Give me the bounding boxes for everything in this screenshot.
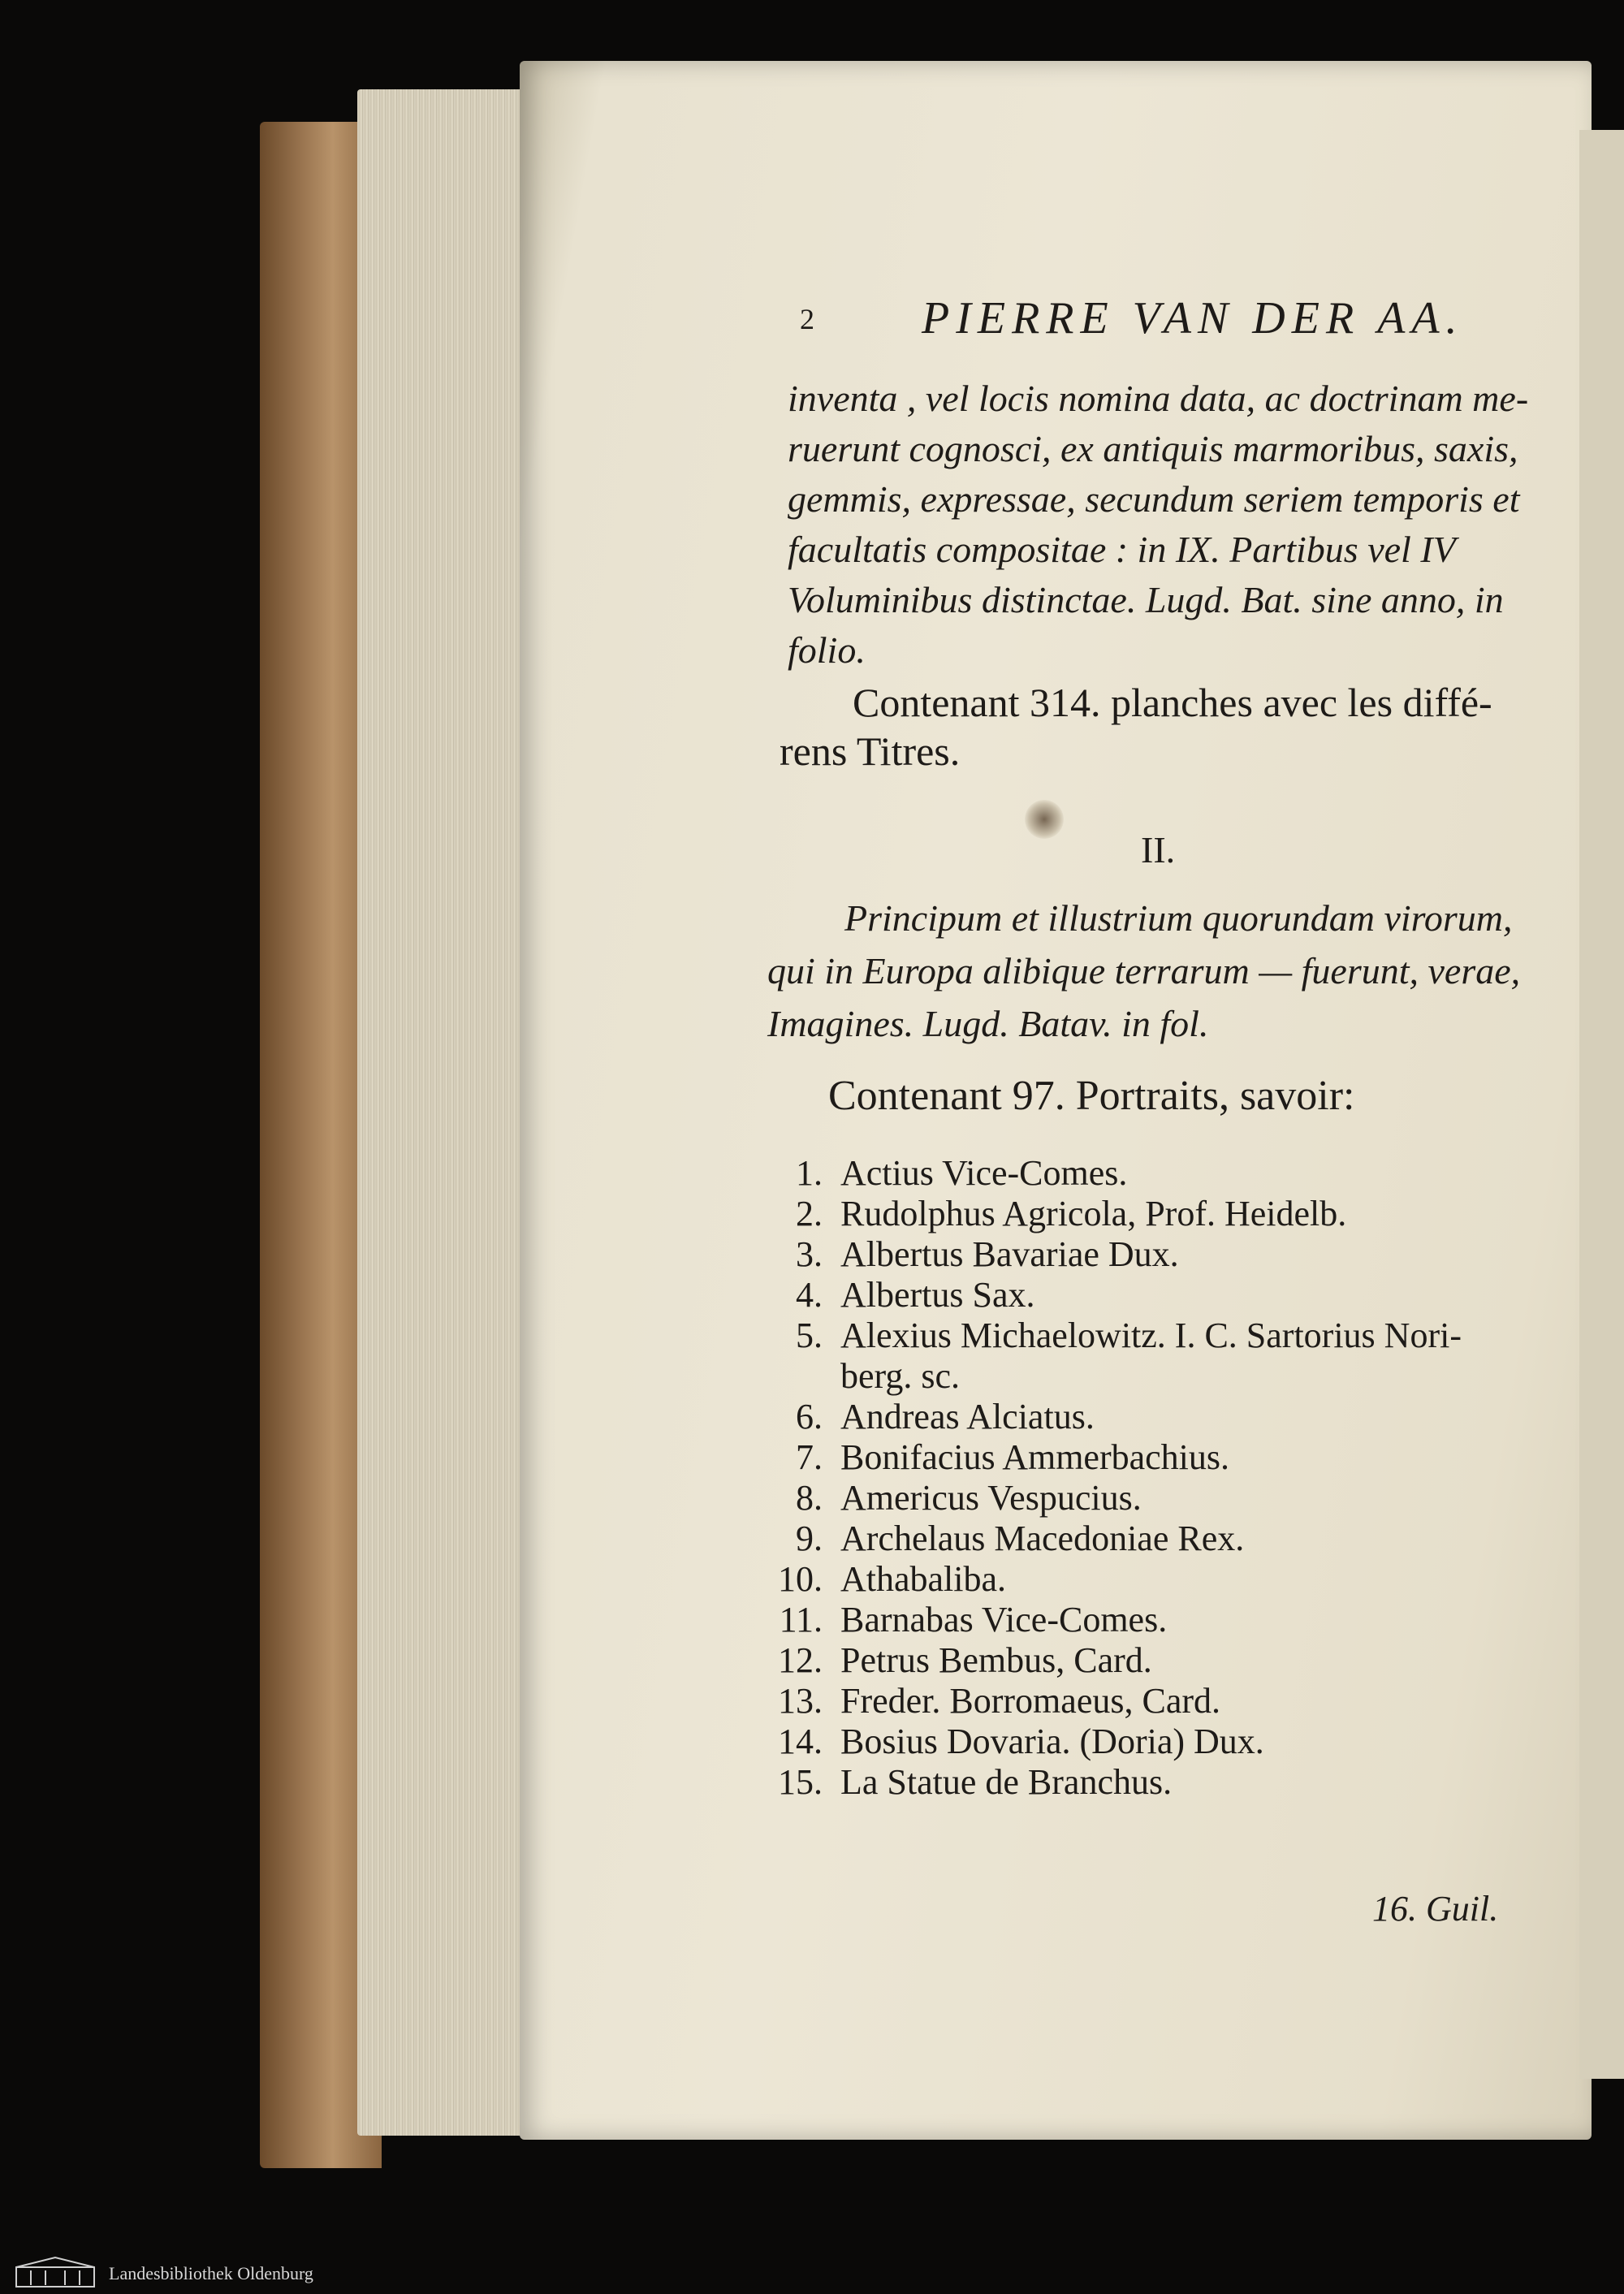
latin-line-4: facultatis compositae : in IX. Partibus vel IV bbox=[788, 529, 1456, 570]
portrait-list-item bbox=[767, 1234, 1179, 1275]
footer-library-name: Landesbibliothek Oldenburg bbox=[109, 2263, 313, 2283]
portrait-name: Rudolphus Agricola, Prof. Heidelb. bbox=[840, 1194, 1347, 1233]
library-logo-icon bbox=[15, 2256, 96, 2288]
latin-line-5: Voluminibus distinctae. Lugd. Bat. sine anno, in bbox=[788, 579, 1504, 620]
portrait-number: 5. bbox=[796, 1315, 823, 1355]
contenant-portraits: Contenant 97. Portraits, savoir: bbox=[828, 1073, 1355, 1119]
portrait-name: Barnabas Vice-Comes. bbox=[840, 1600, 1168, 1639]
portrait-list-item bbox=[767, 1722, 1264, 1762]
contenant-planches-line-1: Contenant 314. planches avec les diffé- bbox=[853, 680, 1492, 725]
latin-line-2: ruerunt cognosci, ex antiquis marmoribus, saxis, bbox=[788, 428, 1518, 469]
contenant-planches-line-2: rens Titres. bbox=[780, 728, 961, 774]
portrait-list-item bbox=[767, 1600, 1167, 1640]
portrait-name: Bonifacius Ammerbachius. bbox=[840, 1437, 1230, 1477]
portrait-list-item bbox=[767, 1275, 1035, 1315]
portrait-number: 2. bbox=[796, 1194, 823, 1233]
portrait-name: La Statue de Branchus. bbox=[840, 1762, 1173, 1802]
portrait-list-item bbox=[767, 1153, 1127, 1194]
latin-line-1: inventa , vel locis nomina data, ac doctrinam me- bbox=[788, 378, 1529, 419]
page-right-edge bbox=[1579, 130, 1624, 2079]
portrait-list-item bbox=[767, 1640, 1152, 1681]
portrait-number: 6. bbox=[796, 1397, 823, 1436]
portrait-number: 15. bbox=[778, 1762, 823, 1802]
portrait-list-item bbox=[767, 1559, 1006, 1600]
portrait-list-item bbox=[767, 1478, 1142, 1519]
portrait-number: 8. bbox=[796, 1478, 823, 1518]
portrait-name: Archelaus Macedoniae Rex. bbox=[840, 1519, 1245, 1558]
portrait-number: 1. bbox=[796, 1153, 823, 1193]
portrait-number: 14. bbox=[778, 1722, 823, 1761]
portrait-number: 7. bbox=[796, 1437, 823, 1477]
catchword: 16. Guil. bbox=[1372, 1889, 1499, 1929]
portrait-number: 10. bbox=[778, 1559, 823, 1599]
portrait-name: Americus Vespucius. bbox=[840, 1478, 1142, 1518]
portrait-list-item bbox=[840, 1356, 960, 1397]
section2-latin-line-3: Imagines. Lugd. Batav. in fol. bbox=[767, 1003, 1209, 1044]
portrait-name: Alexius Michaelowitz. I. C. Sartorius Nori- bbox=[840, 1315, 1462, 1355]
portrait-name: Athabaliba. bbox=[840, 1559, 1007, 1599]
portrait-name: Andreas Alciatus. bbox=[840, 1397, 1095, 1436]
portrait-list-item bbox=[767, 1315, 1462, 1356]
portrait-name: Albertus Bavariae Dux. bbox=[840, 1234, 1179, 1274]
portrait-list-item bbox=[767, 1194, 1346, 1234]
portrait-name: berg. sc. bbox=[840, 1356, 961, 1396]
page-edges bbox=[357, 89, 544, 2136]
portrait-name: Freder. Borromaeus, Card. bbox=[840, 1681, 1220, 1721]
portrait-number: 12. bbox=[778, 1640, 823, 1680]
section-heading: II. bbox=[1141, 829, 1176, 871]
portrait-list-item bbox=[767, 1519, 1244, 1559]
portrait-name: Petrus Bembus, Card. bbox=[840, 1640, 1152, 1680]
portrait-number: 9. bbox=[796, 1519, 823, 1558]
portrait-list-item bbox=[767, 1437, 1229, 1478]
portrait-number: 4. bbox=[796, 1275, 823, 1315]
section2-latin-line-2: qui in Europa alibique terrarum — fuerunt, verae, bbox=[767, 950, 1521, 991]
running-title: PIERRE VAN DER AA. bbox=[922, 293, 1464, 343]
page-number: 2 bbox=[800, 303, 814, 335]
portrait-name: Bosius Dovaria. (Doria) Dux. bbox=[840, 1722, 1264, 1761]
portrait-number: 11. bbox=[779, 1600, 823, 1639]
latin-line-3: gemmis, expressae, secundum seriem temporis et bbox=[788, 478, 1520, 520]
latin-line-6: folio. bbox=[788, 629, 866, 671]
portrait-list-item bbox=[767, 1681, 1220, 1722]
portrait-list-item bbox=[767, 1397, 1095, 1437]
portrait-list-item bbox=[767, 1762, 1172, 1803]
portrait-name: Actius Vice-Comes. bbox=[840, 1153, 1128, 1193]
portrait-name: Albertus Sax. bbox=[840, 1275, 1035, 1315]
portrait-number: 13. bbox=[778, 1681, 823, 1721]
section2-latin-line-1: Principum et illustrium quorundam virorum, bbox=[844, 897, 1513, 939]
portrait-number: 3. bbox=[796, 1234, 823, 1274]
ink-stain bbox=[1025, 800, 1064, 839]
